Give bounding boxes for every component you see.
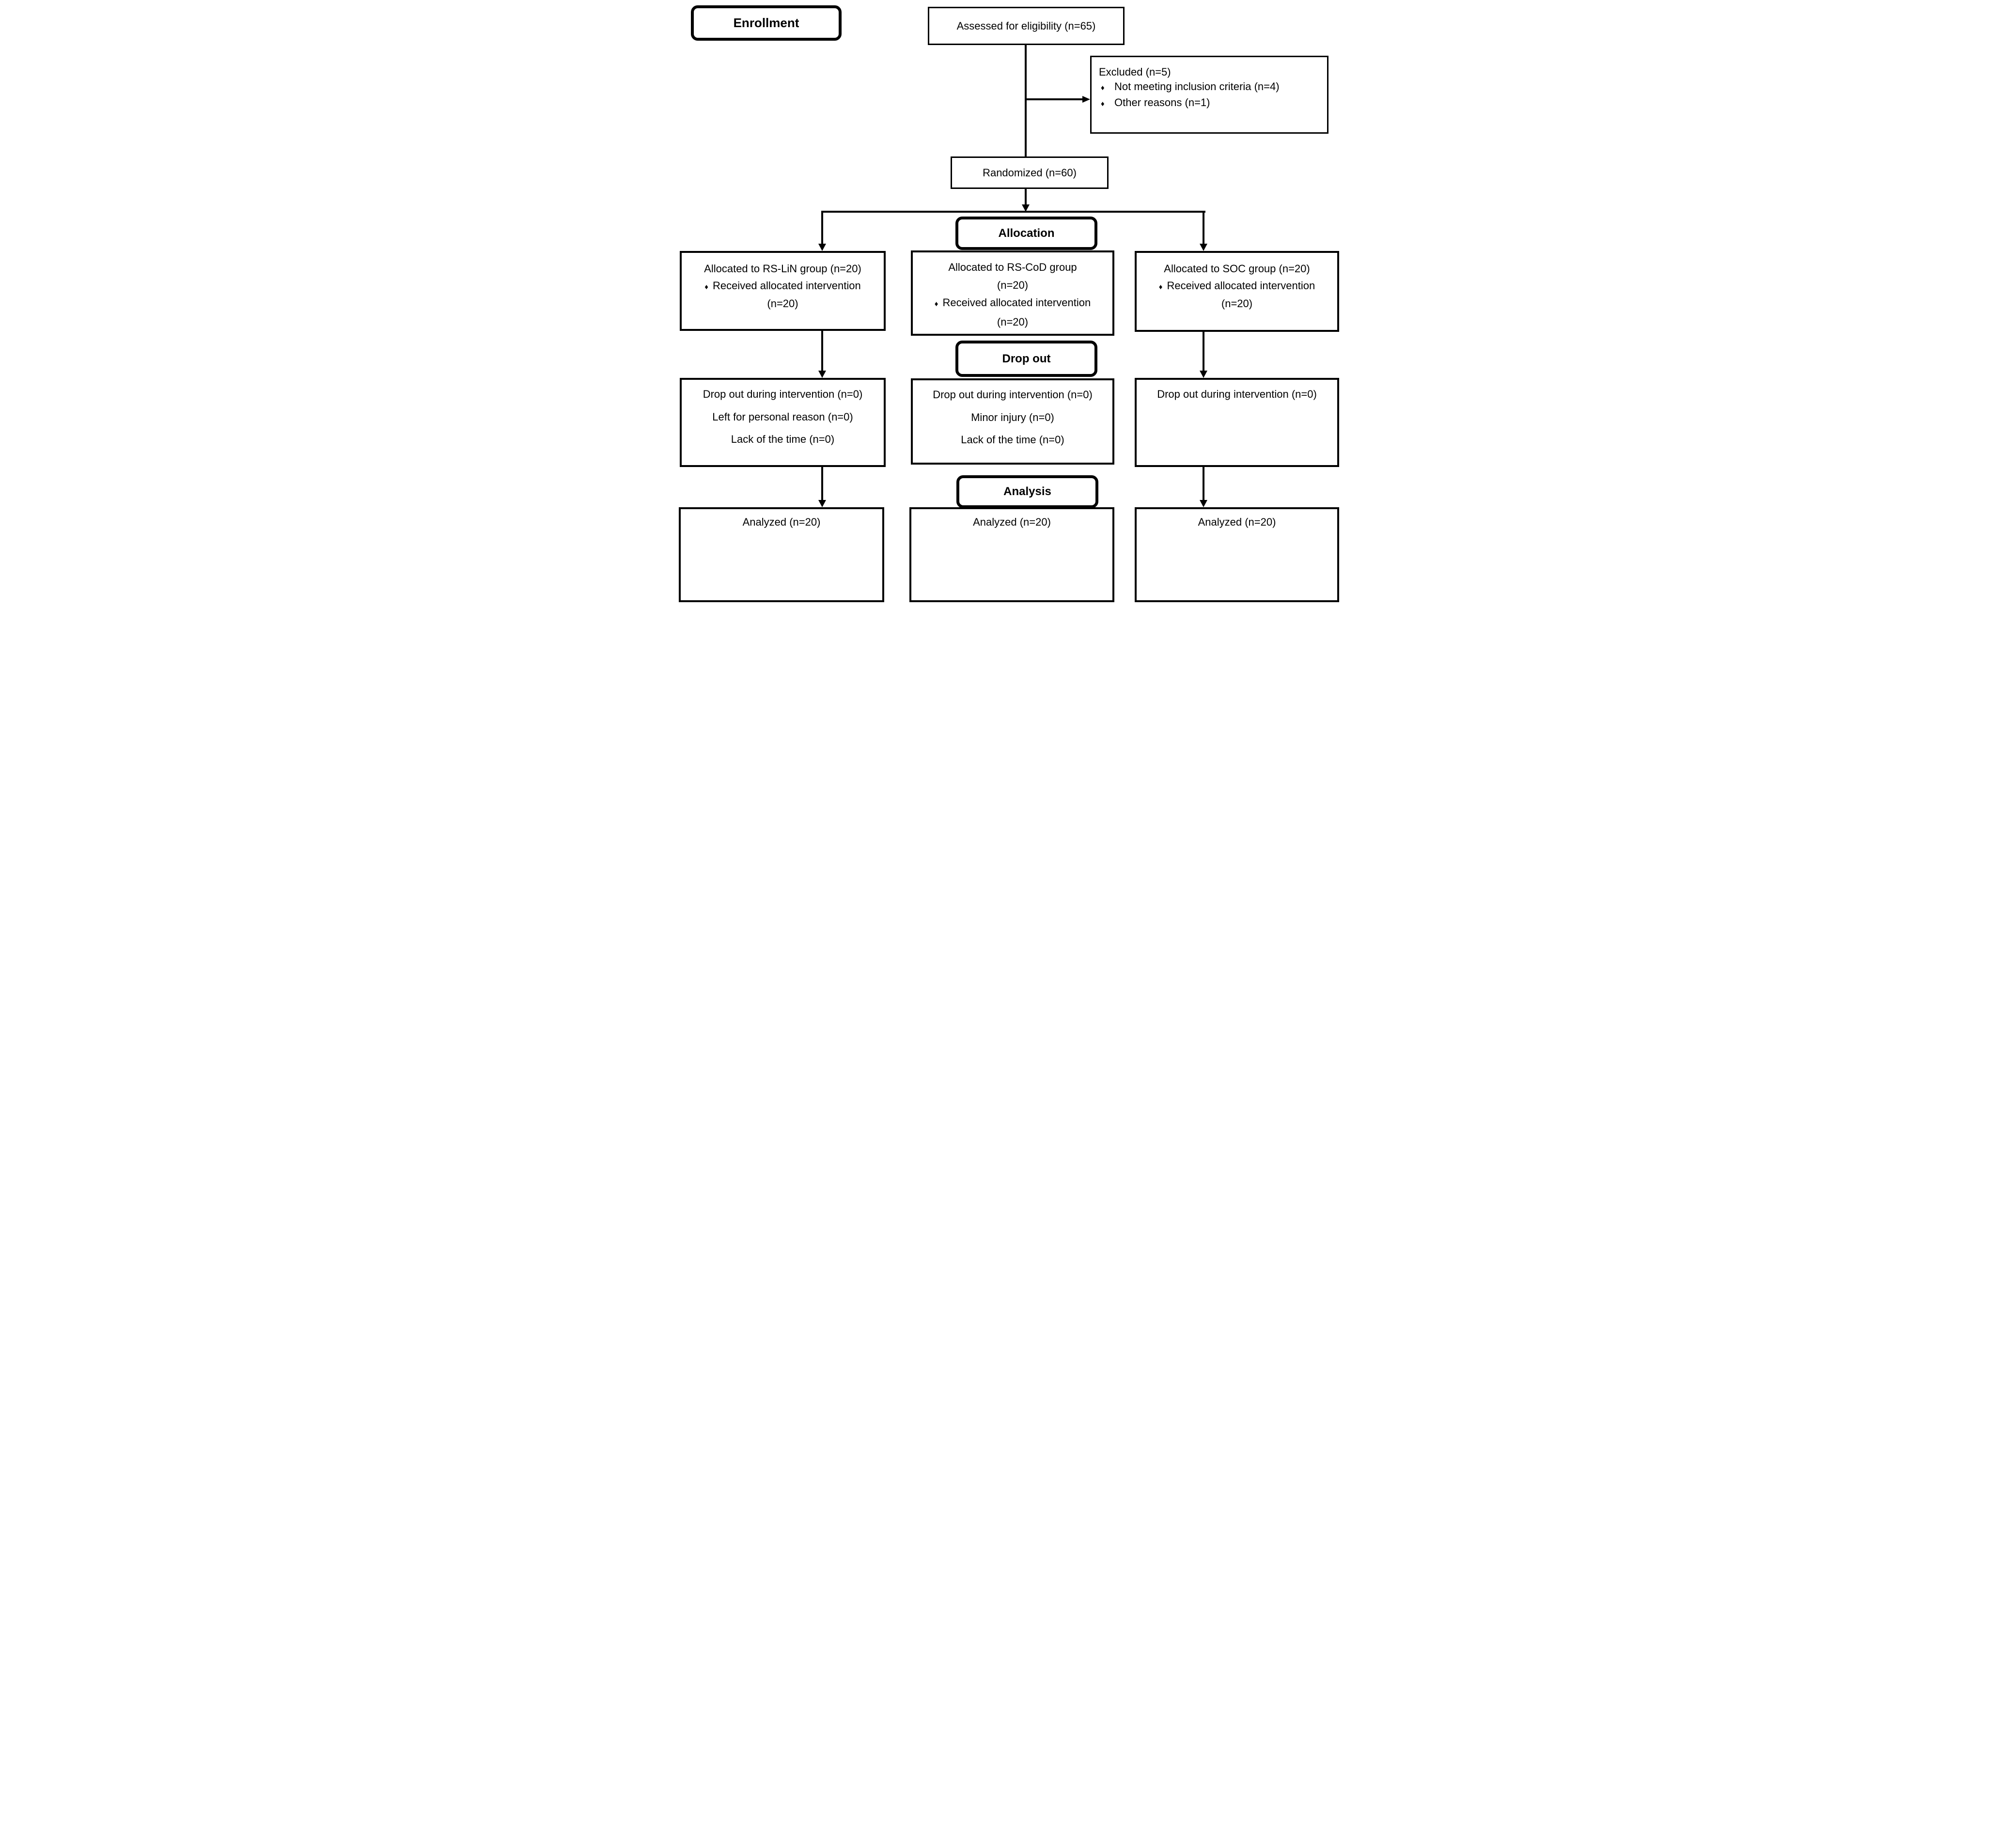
- excluded-bullet-1-text: Not meeting inclusion criteria (n=4): [1114, 80, 1280, 93]
- connector-alloc-to-dropout-right: [1203, 332, 1204, 371]
- excluded-title: Excluded (n=5): [1099, 66, 1171, 78]
- assessed-eligibility-text: Assessed for eligibility (n=65): [956, 19, 1096, 32]
- allocation-rslin-bullet-text: Received allocated intervention: [712, 279, 861, 292]
- dropout-rscod-line1: Drop out during intervention (n=0): [933, 389, 1093, 401]
- allocation-rscod-line1: Allocated to RS-CoD group: [948, 261, 1077, 273]
- connector-randomized-to-branch: [1025, 189, 1027, 205]
- connector-assessed-to-randomized: [1025, 45, 1027, 156]
- arrowhead-branch-mid-icon: [1022, 204, 1030, 212]
- allocation-soc-bullet: [1137, 278, 1337, 296]
- arrowhead-alloc-right-icon: [1200, 244, 1207, 251]
- stage-label-analysis: [956, 475, 1098, 508]
- dropout-rscod-line3: Lack of the time (n=0): [961, 434, 1064, 446]
- dropout-label-text: Drop out: [1002, 352, 1051, 365]
- allocation-soc-bullet-text: Received allocated intervention: [1167, 279, 1315, 292]
- excluded-box: [1090, 56, 1328, 134]
- allocation-soc-line1: Allocated to SOC group (n=20): [1164, 263, 1310, 275]
- arrowhead-dropout-right-icon: [1200, 371, 1207, 378]
- analysis-label-text: Analysis: [1003, 485, 1051, 498]
- branch-horizontal-line: [821, 211, 1205, 213]
- enrollment-label-text: Enrollment: [733, 16, 799, 30]
- allocation-rscod-bullet-text: Received allocated intervention: [942, 296, 1091, 309]
- diamond-bullet-icon: ♦: [704, 282, 708, 291]
- arrowhead-dropout-left-icon: [818, 371, 826, 378]
- allocation-rslin-bullet: [682, 278, 884, 296]
- dropout-rslin-line1: Drop out during intervention (n=0): [703, 388, 863, 400]
- arrowhead-analyzed-right-icon: [1200, 500, 1207, 507]
- diamond-bullet-icon: ♦: [1101, 84, 1105, 92]
- analyzed-box-rscod: [909, 507, 1114, 602]
- connector-branch-to-alloc-left: [821, 211, 823, 244]
- randomized-text: Randomized (n=60): [983, 166, 1077, 179]
- arrowhead-excluded-icon: [1082, 96, 1090, 103]
- dropout-rslin-line3: Lack of the time (n=0): [731, 433, 835, 445]
- analyzed-soc-text: Analyzed (n=20): [1198, 516, 1276, 528]
- analyzed-rscod-text: Analyzed (n=20): [973, 516, 1051, 528]
- dropout-box-rscod: [911, 378, 1114, 465]
- dropout-box-soc: [1135, 378, 1339, 467]
- diamond-bullet-icon: ♦: [1101, 100, 1105, 108]
- dropout-box-rslin: [680, 378, 886, 467]
- diamond-bullet-icon: ♦: [1158, 282, 1163, 291]
- connector-branch-to-alloc-right: [1203, 211, 1204, 244]
- allocation-rscod-line2: (n=20): [997, 279, 1029, 291]
- dropout-rscod-line2: Minor injury (n=0): [971, 411, 1054, 423]
- analyzed-box-rslin: [679, 507, 884, 602]
- allocation-label-text: Allocation: [998, 226, 1055, 240]
- analyzed-box-soc: [1135, 507, 1339, 602]
- dropout-rslin-line2: Left for personal reason (n=0): [712, 410, 853, 423]
- excluded-bullet-2: [1099, 95, 1322, 111]
- dropout-soc-line1: Drop out during intervention (n=0): [1157, 388, 1317, 400]
- connector-dropout-to-analyzed-left: [821, 467, 823, 500]
- connector-dropout-to-analyzed-right: [1203, 467, 1204, 500]
- stage-label-enrollment: [691, 5, 842, 41]
- diamond-bullet-icon: ♦: [934, 300, 938, 308]
- randomized-box: [951, 156, 1109, 189]
- assessed-eligibility-box: [928, 7, 1125, 45]
- excluded-bullet-2-text: Other reasons (n=1): [1114, 96, 1210, 109]
- excluded-bullet-1: [1099, 79, 1322, 95]
- connector-to-excluded: [1025, 98, 1083, 100]
- connector-alloc-to-dropout-left: [821, 331, 823, 371]
- allocation-soc-n: (n=20): [1221, 297, 1253, 310]
- analyzed-rslin-text: Analyzed (n=20): [742, 516, 821, 528]
- allocation-box-soc: [1135, 251, 1339, 332]
- allocation-rscod-n: (n=20): [997, 315, 1029, 328]
- allocation-rscod-bullet: [913, 294, 1112, 313]
- consort-flow-diagram: [672, 0, 1344, 608]
- allocation-rslin-line1: Allocated to RS-LiN group (n=20): [704, 263, 861, 275]
- stage-label-allocation: [955, 217, 1097, 250]
- arrowhead-analyzed-left-icon: [818, 500, 826, 507]
- allocation-box-rslin: [680, 251, 886, 331]
- allocation-rslin-n: (n=20): [767, 297, 798, 310]
- arrowhead-alloc-left-icon: [818, 244, 826, 251]
- allocation-box-rscod: [911, 250, 1114, 336]
- stage-label-dropout: [955, 341, 1097, 377]
